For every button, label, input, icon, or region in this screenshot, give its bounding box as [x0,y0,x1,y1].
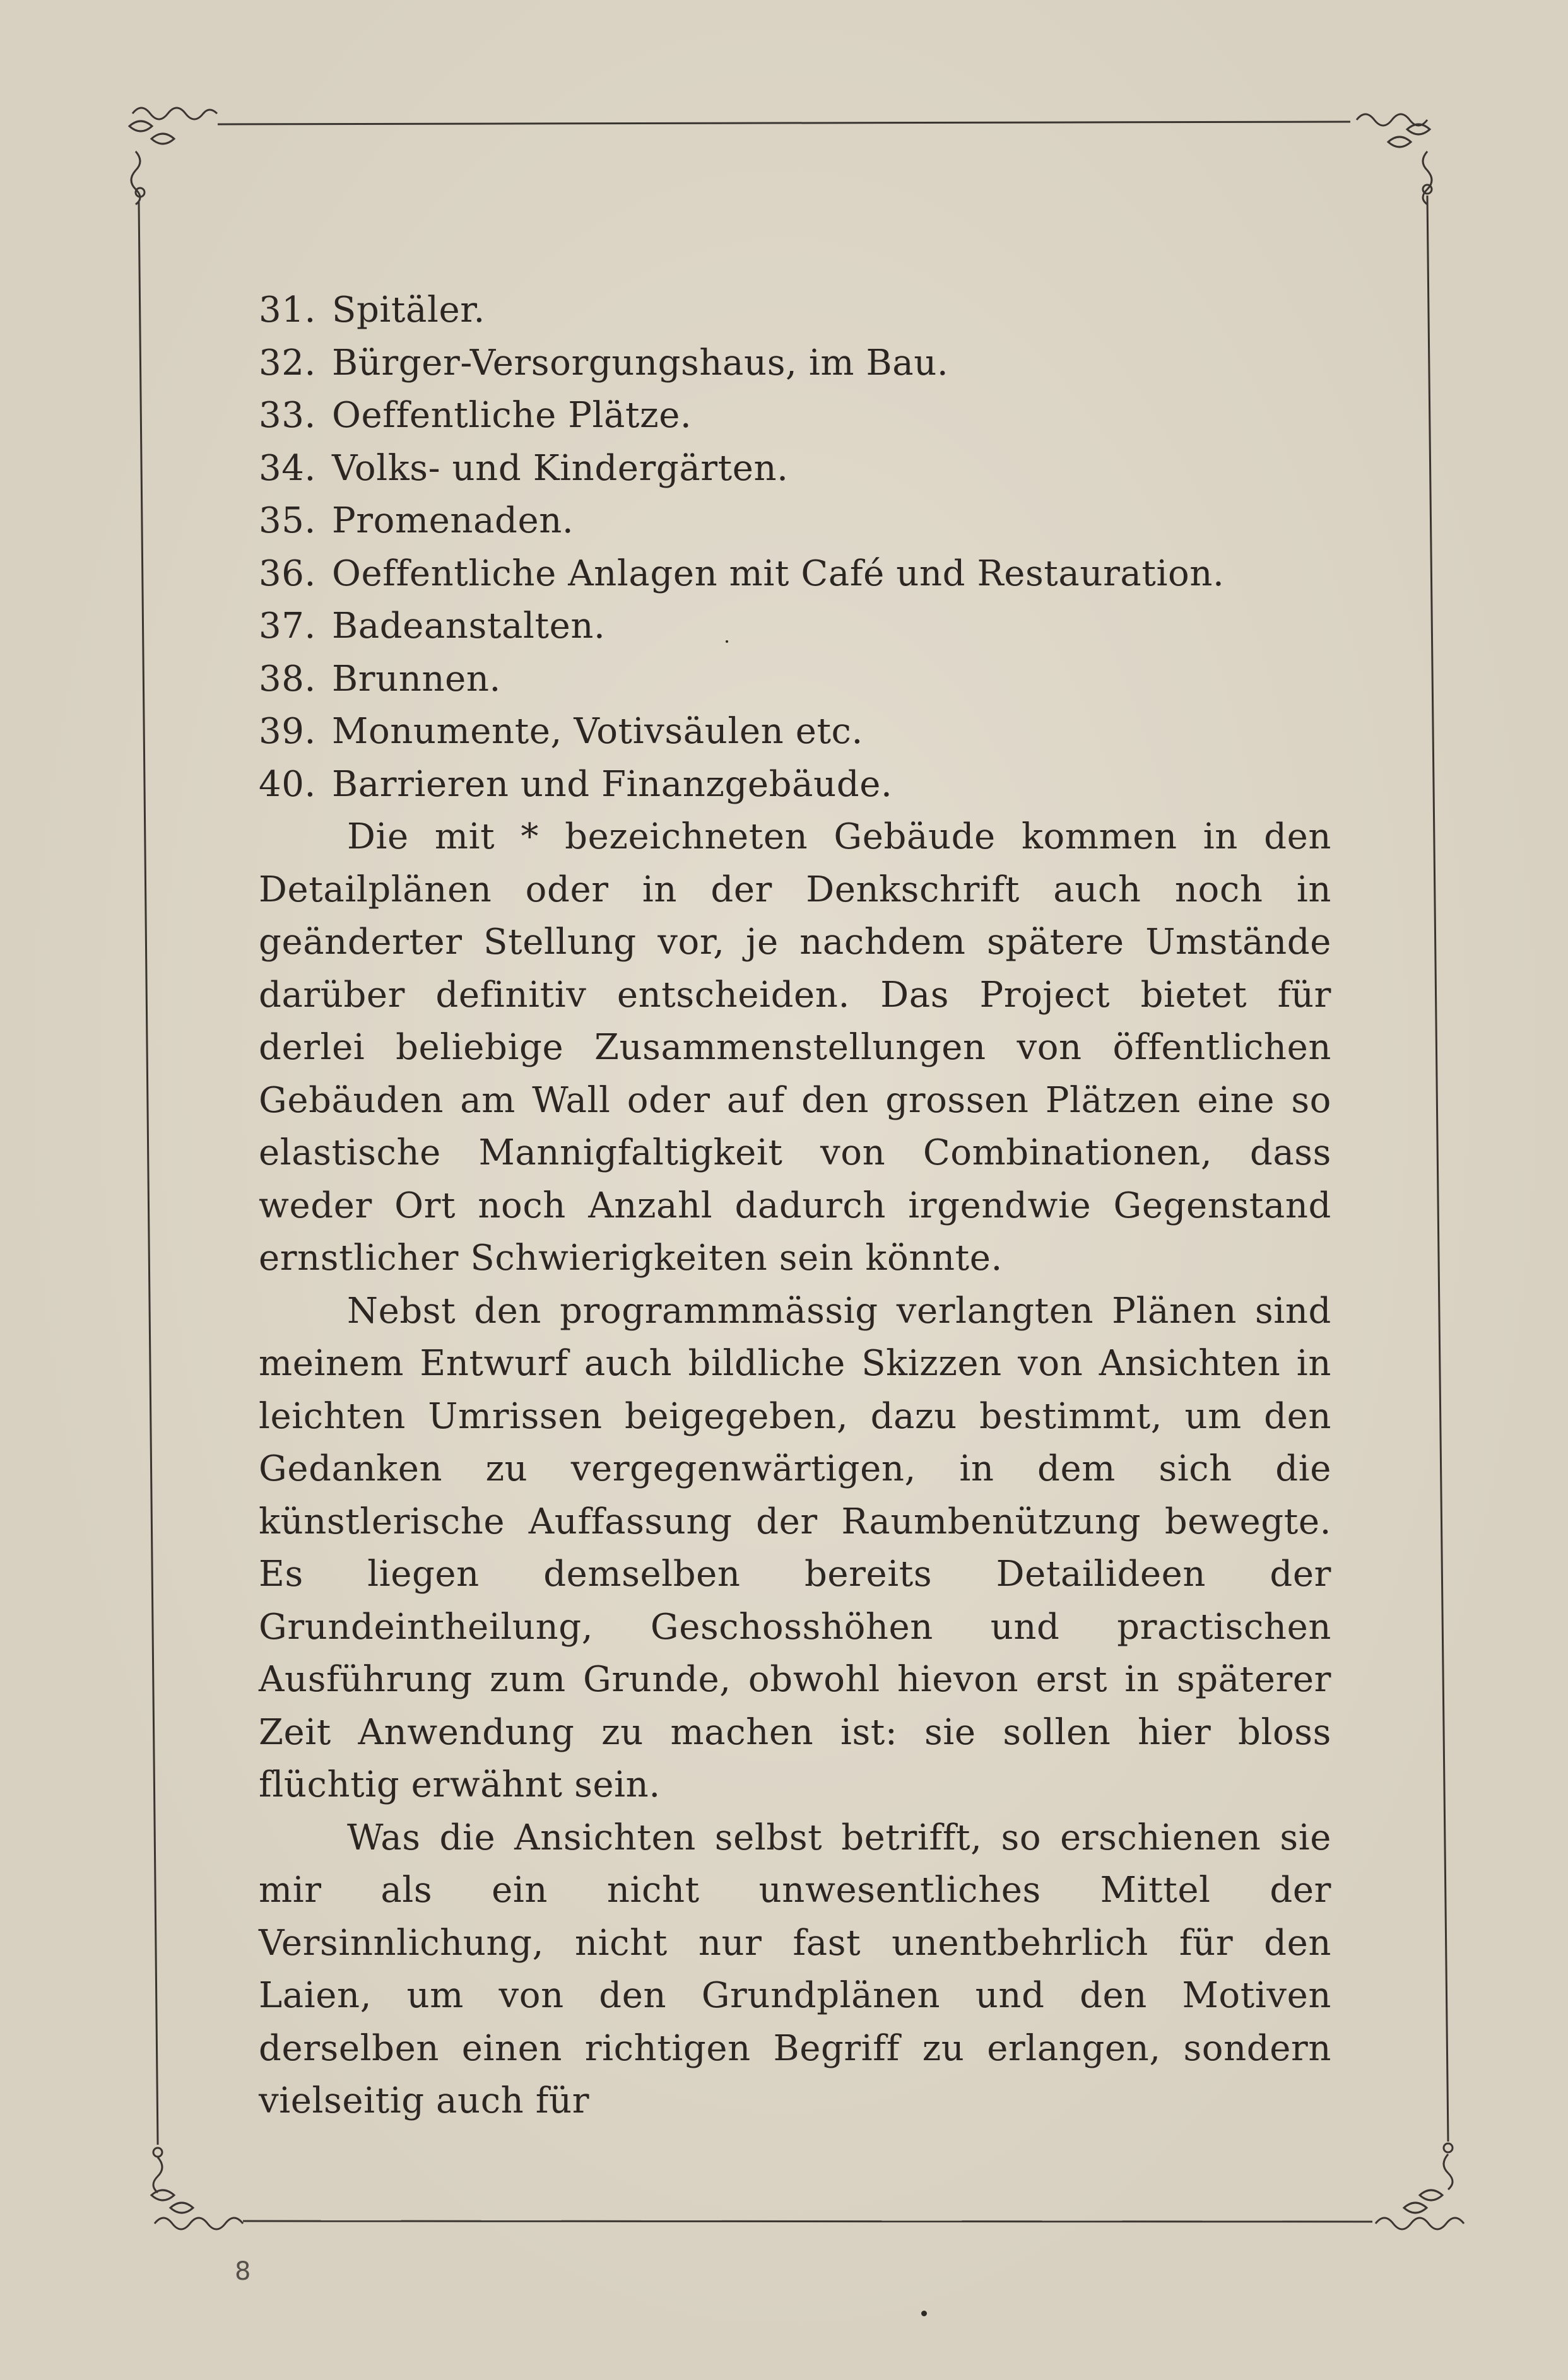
paragraph-views: Was die Ansichten selbst betrifft, so erschienen sie mir als ein nicht unwesentliches Mittel der Versinnlichung, nicht nur fast unentbehrlich für den Laien, um von den Grundplänen und den Motiven derselben einen richtigen Begriff zu erlangen, sondern vielseitig auch für [259,1817,1331,2121]
page-body [259,284,1331,2128]
border-bottom-line [243,2221,1372,2222]
page-number: 8 [235,2257,251,2286]
ink-speck [921,2311,927,2316]
corner-ornament-bottom-right [1376,2143,1464,2229]
list-item: 39. Monumente, Votivsäulen etc. [259,711,863,752]
border-left-line [139,202,158,2145]
ink-speck [726,640,728,643]
border-top-line [218,122,1350,124]
list-item: 33. Oeffentliche Plätze. [259,395,692,436]
list-item: 32. Bürger-Versorgungshaus, im Bau. [259,342,949,384]
border-right-line [1427,196,1448,2142]
list-item: 38. Brunnen. [259,658,501,700]
paragraph-sketches: Nebst den programmmässig verlangten Plänen sind meinem Entwurf auch bildliche Skizzen von Ansichten in leichten Umrissen beigegeben, dazu bestimmt, um den Gedanken zu vergegenwärtigen, in dem sich die künstlerische Auffassung der Raumbenützung bewegte. Es liegen demselben bereits Detailideen der Grundeintheilung, Geschosshöhen und practischen Ausführung zum Grunde, obwohl hievon erst in späterer Zeit Anwendung zu machen ist: sie sollen hier bloss flüchtig erwähnt sein. [259,1290,1331,1805]
corner-ornament-top-right [1357,114,1432,204]
list-item: 40. Barrieren und Finanzgebäude. [259,763,893,805]
list-item: 36. Oeffentliche Anlagen mit Café und Restauration. [259,553,1225,594]
list-item: 34. Volks- und Kindergärten. [259,447,789,489]
paragraph-buildings-note: Die mit * bezeichneten Gebäude kommen in den Detailplänen oder in der Denkschrift auch noch in geänderter Stellung vor, je nachdem spätere Umstände darüber definitiv entscheiden. Das Project bietet für derlei beliebige Zusammenstellungen von öffentlichen Gebäuden am Wall oder auf den grossen Plätzen eine so elastische Mannigfaltigkeit von Combinationen, dass weder Ort noch Anzahl dadurch irgendwie Gegenstand ernstlicher Schwierigkeiten sein könnte. [259,816,1331,1279]
list-item: 31. Spitäler. [259,290,485,331]
list-item: 35. Promenaden. [259,500,574,541]
numbered-building-list [259,284,1331,811]
corner-ornament-bottom-left [151,2148,243,2229]
list-item: 37. Badeanstalten. [259,606,606,647]
corner-ornament-top-left [129,108,217,204]
